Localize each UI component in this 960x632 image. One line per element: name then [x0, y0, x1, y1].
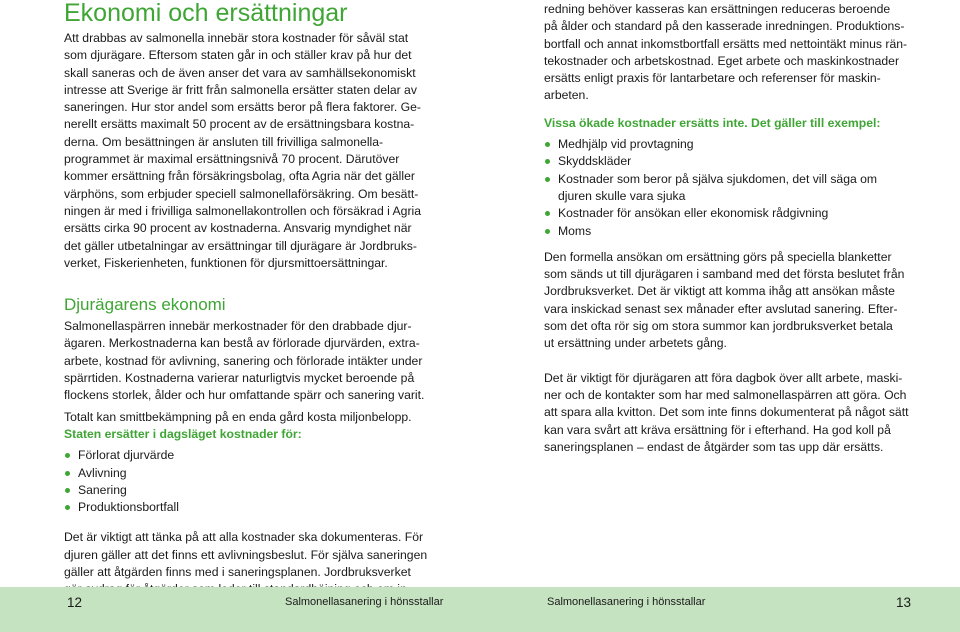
list-item: Skyddskläder	[544, 153, 912, 170]
list-item: Medhjälp vid provtagning	[544, 136, 912, 153]
page-footer	[0, 587, 960, 632]
right-page-number: 13	[896, 595, 912, 610]
left-page-column	[64, 0, 432, 599]
list-item: Avlivning	[64, 465, 432, 482]
bullet-icon	[65, 488, 70, 493]
intro-paragraph: Att drabbas av salmonella innebär stora kostnader för såväl stat som djurägare. Eftersom staten går in och ställer krav på hur det skall saneras och de även anser det vara av samhällsekonomiskt intresse att Sverige är fritt från salmonella ersätter staten delar av saneringen. Hur stor andel som ersätts beror på flera faktorer. Ge- nerellt ersätts maximalt 50 procent av de ersättningsbara kostna- derna. Om besättningen är ansluten till frivilliga salmonella- programmet är maximal ersättningsnivå 70 procent. Därutöver kommer ersättning från försäkringsbolag, ofta Agria när det gäller värphöns, som erbjuder speciell salmonellaförsäkring. Om besätt- ningen är med i frivilliga salmonellakontrollen och försäkrad i Agria ersätts cirka 90 procent av kostnaderna. Ansvarig myndighet när det gäller utbetalningar av ersättningar till djurägare är Jordbruks- verket, Fiskerienheten, funktionen för djursmittoersättningar.	[64, 31, 422, 270]
list-item: Förlorat djurvärde	[64, 447, 432, 464]
bullet-icon	[65, 505, 70, 510]
diary-paragraph: Det är viktigt för djurägaren att föra dagbok över allt arbete, maski- ner och de kontakter som har med salmonellaspärren att göra. Och att spara alla kvitton. Det som inte finns dokumenterat på något sätt kan vara svårt att kräva ersättning för i efterhand. Ha god koll på saneringsplanen – endast de åtgärder som tas upp där ersätts.	[544, 370, 909, 454]
left-running-title: Salmonellasanering i hönsstallar	[285, 596, 444, 608]
section-heading: Djurägarens ekonomi	[64, 295, 226, 315]
list-item: Kostnader för ansökan eller ekonomisk rådgivning	[544, 205, 912, 222]
not-compensated-list	[544, 136, 912, 240]
bullet-icon	[545, 211, 550, 216]
list-item: Kostnader som beror på själva sjukdomen, det vill säga om djuren skulle vara sjuka	[544, 171, 912, 206]
right-running-title: Salmonellasanering i hönsstallar	[547, 596, 706, 608]
list-item: Moms	[544, 223, 912, 240]
bullet-icon	[545, 177, 550, 182]
total-cost-paragraph: Totalt kan smittbekämpning på en enda gård kosta miljonbelopp.	[64, 409, 412, 424]
documentation-paragraph: Det är viktigt att tänka på att alla kostnader ska dokumenteras. För djuren gäller att det finns ett avlivningsbeslut. För själva saneringen gäller att åtgärden finns med i saneringsplanen. Jordbruksverket	[64, 530, 428, 580]
continuation-paragraph: redning behöver kasseras kan ersättningen reduceras beroende på ålder och standard på den kasserade inredningen. Produktions- bortfall och annat inkomstbortfall ersätts med nettointäkt minus rän- tekostnader och arbetskostnad. Eget arbete och maskinkostnader ersätts enligt praxis för lantarbetare och referenser för maskin- arbeten.	[544, 2, 908, 103]
bullet-icon	[545, 159, 550, 164]
bullet-icon	[65, 471, 70, 476]
page-title: Ekonomi och ersättningar	[64, 0, 348, 27]
application-paragraph: Den formella ansökan om ersättning görs på speciella blanketter som sänds ut till djurägaren i samband med det första beslutet från Jordbruksverket. Det är viktigt att komma ihåg att ansökan måste vara inskickad senast sex månader efter avslutad sanering. Efter- som det ofta rör sig om stora summor kan jordbruksverket betala ut ersättning under arbetets gång.	[544, 249, 905, 351]
compensated-costs-list	[64, 447, 432, 516]
bullet-icon	[545, 229, 550, 234]
right-page-column	[544, 0, 912, 456]
left-page-number: 12	[67, 595, 83, 610]
compensated-costs-label: Staten ersätter i dagsläget kostnader för:	[64, 426, 302, 441]
list-item: Sanering	[64, 482, 432, 499]
not-compensated-label: Vissa ökade kostnader ersätts inte. Det gäller till exempel:	[544, 115, 881, 130]
bullet-icon	[65, 453, 70, 458]
bullet-icon	[545, 142, 550, 147]
owner-costs-paragraph: Salmonellaspärren innebär merkostnader för den drabbade djur- ägaren. Merkostnaderna kan bestå av förlorade djurvärden, extra- arbete, kostnad för avlivning, sanering och förlorade intäkter under spärrtiden. Kostnaderna varierar naturligtvis mycket beroende på flockens storlek, ålder och hur omfattande spärr och sanering varit.	[64, 319, 425, 403]
list-item: Produktionsbortfall	[64, 499, 432, 516]
